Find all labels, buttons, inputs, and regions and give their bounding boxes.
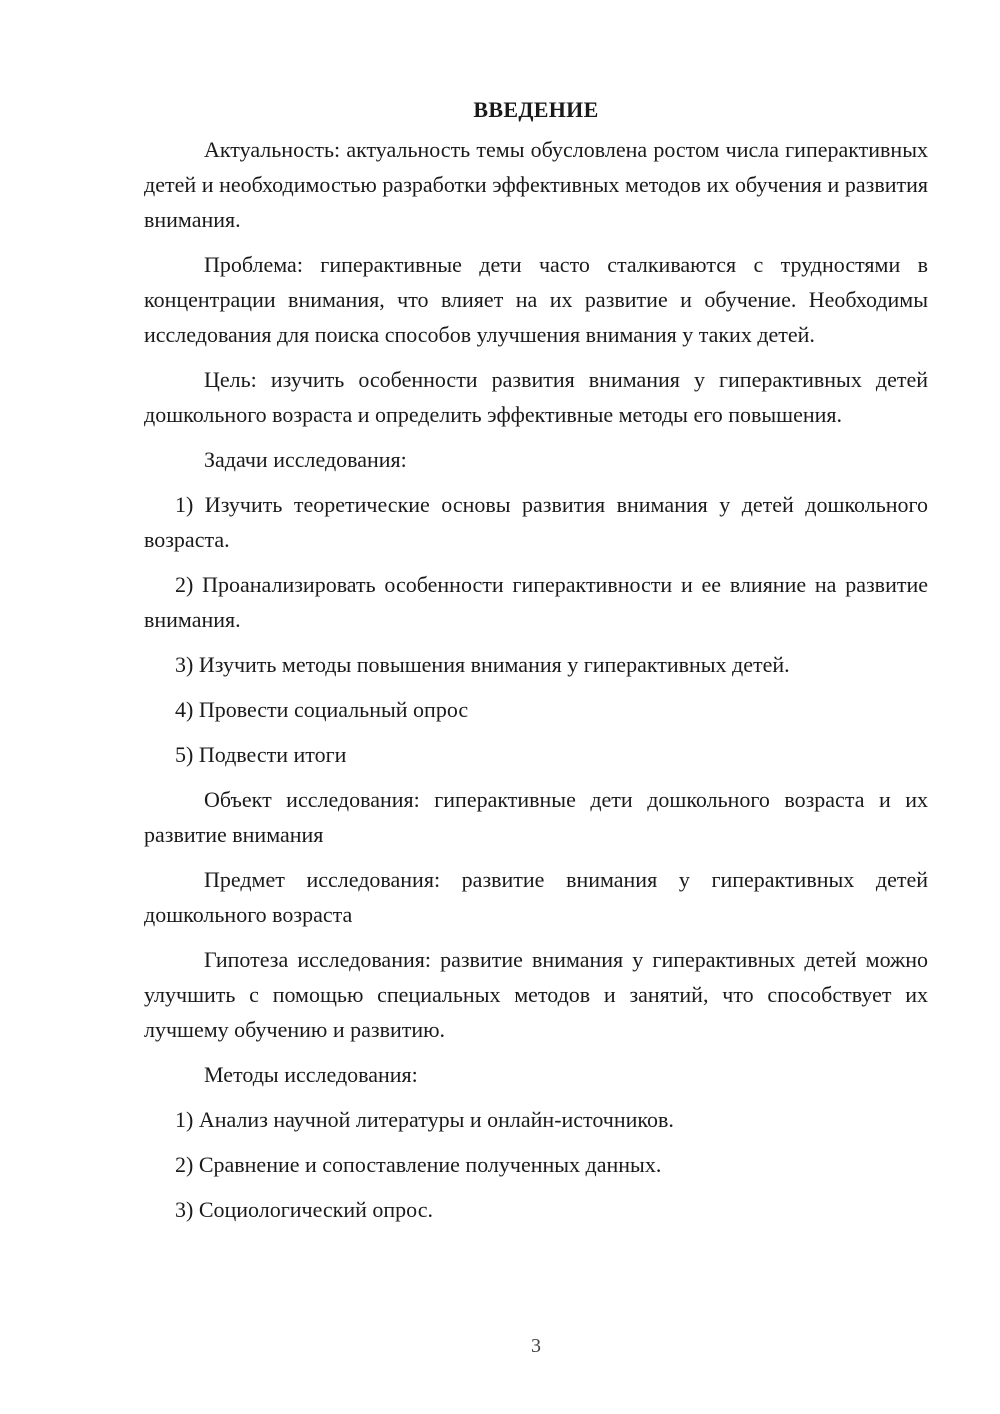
task-item-4: 4) Провести социальный опрос <box>175 697 469 722</box>
page-number: 3 <box>531 1335 541 1357</box>
subject-paragraph: Предмет исследования: развитие внимания у гиперактивных детей дошкольного возраста <box>144 867 928 927</box>
object-paragraph: Объект исследования: гиперактивные дети дошкольного возраста и их развитие внимания <box>144 787 928 847</box>
methods-heading: Методы исследования: <box>204 1062 418 1087</box>
problem-paragraph: Проблема: гиперактивные дети часто сталкиваются с трудностями в концентрации внимания, что влияет на их развитие и обучение. Необходимы исследования для поиска способов улучшения внимания у таких детей. <box>144 252 928 347</box>
task-item-2: 2) Проанализировать особенности гиперактивности и ее влияние на развитие внимания. <box>144 572 928 632</box>
goal-paragraph: Цель: изучить особенности развития внимания у гиперактивных детей дошкольного возраста и определить эффективные методы его повышения. <box>144 367 928 427</box>
task-item-3: 3) Изучить методы повышения внимания у гиперактивных детей. <box>175 652 790 677</box>
hypothesis-paragraph: Гипотеза исследования: развитие внимания у гиперактивных детей можно улучшить с помощью специальных методов и занятий, что способствует их лучшему обучению и развитию. <box>144 947 928 1042</box>
section-heading: ВВЕДЕНИЕ <box>473 97 599 122</box>
method-item-3: 3) Социологический опрос. <box>175 1197 433 1222</box>
page-content <box>144 92 928 1237</box>
task-item-5: 5) Подвести итоги <box>175 742 347 767</box>
method-item-2: 2) Сравнение и сопоставление полученных данных. <box>175 1152 662 1177</box>
task-item-1: 1) Изучить теоретические основы развития внимания у детей дошкольного возраста. <box>144 492 928 552</box>
tasks-heading: Задачи исследования: <box>204 447 407 472</box>
relevance-paragraph: Актуальность: актуальность темы обусловлена ростом числа гиперактивных детей и необходимостью разработки эффективных методов их обучения и развития внимания. <box>144 137 928 232</box>
method-item-1: 1) Анализ научной литературы и онлайн-источников. <box>175 1107 674 1132</box>
